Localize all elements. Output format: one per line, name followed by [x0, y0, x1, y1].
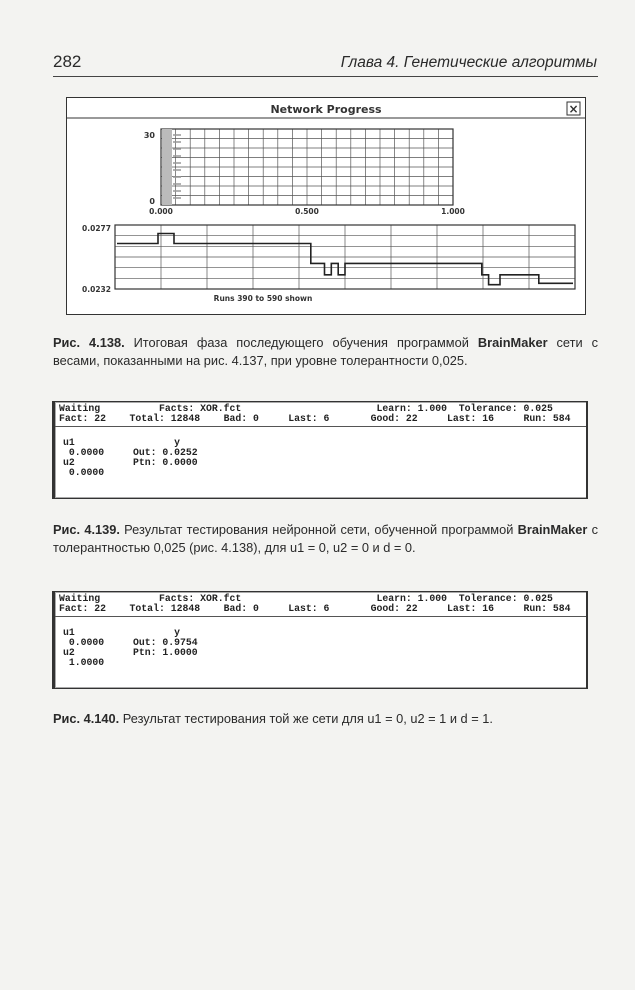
console-inputs: u1 0.0000 u2 1.0000	[63, 627, 105, 668]
console-right-border	[586, 592, 588, 688]
caption-fig-4-139	[53, 521, 598, 557]
caption-text: Результат тестирования той же сети для u1 = 0, u2 = 1 и d = 1.	[119, 711, 493, 726]
console-stats-row: Fact: 22 Total: 12848 Bad: 0 Last: 6 Good: 22 Last: 16 Run: 584	[59, 603, 571, 614]
top-y-min-label: 0	[149, 197, 155, 206]
top-x-label-0: 0.000	[149, 207, 173, 216]
console-status-row: Waiting Facts: XOR.fct Learn: 1.000 Tolerance: 0.025	[59, 403, 553, 414]
top-chart-bar	[162, 129, 172, 205]
brainmaker-console-140	[52, 591, 588, 689]
page-number: 282	[53, 52, 82, 71]
header-rule	[53, 76, 598, 77]
top-chart-grid	[161, 129, 453, 205]
caption-label: Рис. 4.139.	[53, 522, 120, 537]
network-progress-svg	[67, 98, 585, 314]
console-status-row: Waiting Facts: XOR.fct Learn: 1.000 Tolerance: 0.025	[59, 593, 553, 604]
bottom-y-bottom-label: 0.0232	[82, 285, 111, 294]
caption-text-before: Итоговая фаза последующего обучения программой	[124, 335, 478, 350]
top-x-label-2: 1.000	[441, 207, 465, 216]
caption-text-after: с толерантностью 0,025 (рис. 4.138), для u1 = 0, u2 = 0 и d = 0.	[53, 522, 598, 555]
chapter-title: Глава 4. Генетические алгоритмы	[340, 54, 597, 71]
caption-text-before: Результат тестирования нейронной сети, обученной программой	[119, 522, 518, 537]
caption-label: Рис. 4.140.	[53, 711, 120, 726]
brainmaker-console-139	[52, 401, 588, 499]
bottom-chart-grid	[115, 225, 575, 289]
console-outputs: y Out: 0.9754 Ptn: 1.0000	[133, 627, 198, 658]
console-separator	[55, 616, 587, 617]
bottom-y-top-label: 0.0277	[82, 224, 111, 233]
top-x-label-1: 0.500	[295, 207, 319, 216]
runs-label: Runs 390 to 590 shown	[213, 294, 313, 303]
caption-text-after: сети с весами, показанными на рис. 4.137, при уровне толерантности 0,025.	[53, 335, 598, 368]
caption-fig-4-138	[53, 334, 598, 370]
console-inputs: u1 0.0000 u2 0.0000	[63, 437, 105, 478]
console-separator	[55, 426, 587, 427]
caption-label: Рис. 4.138.	[53, 335, 125, 350]
close-icon: ×	[568, 102, 579, 116]
console-outputs: y Out: 0.0252 Ptn: 0.0000	[133, 437, 198, 468]
console-right-border	[586, 402, 588, 498]
program-name: BrainMaker	[517, 522, 588, 537]
caption-fig-4-140	[53, 710, 598, 728]
window-title: Network Progress	[270, 103, 382, 116]
console-stats-row: Fact: 22 Total: 12848 Bad: 0 Last: 6 Good: 22 Last: 16 Run: 584	[59, 413, 571, 424]
program-name: BrainMaker	[477, 335, 548, 350]
top-y-max-label: 30	[143, 131, 155, 140]
network-progress-window	[66, 97, 586, 315]
